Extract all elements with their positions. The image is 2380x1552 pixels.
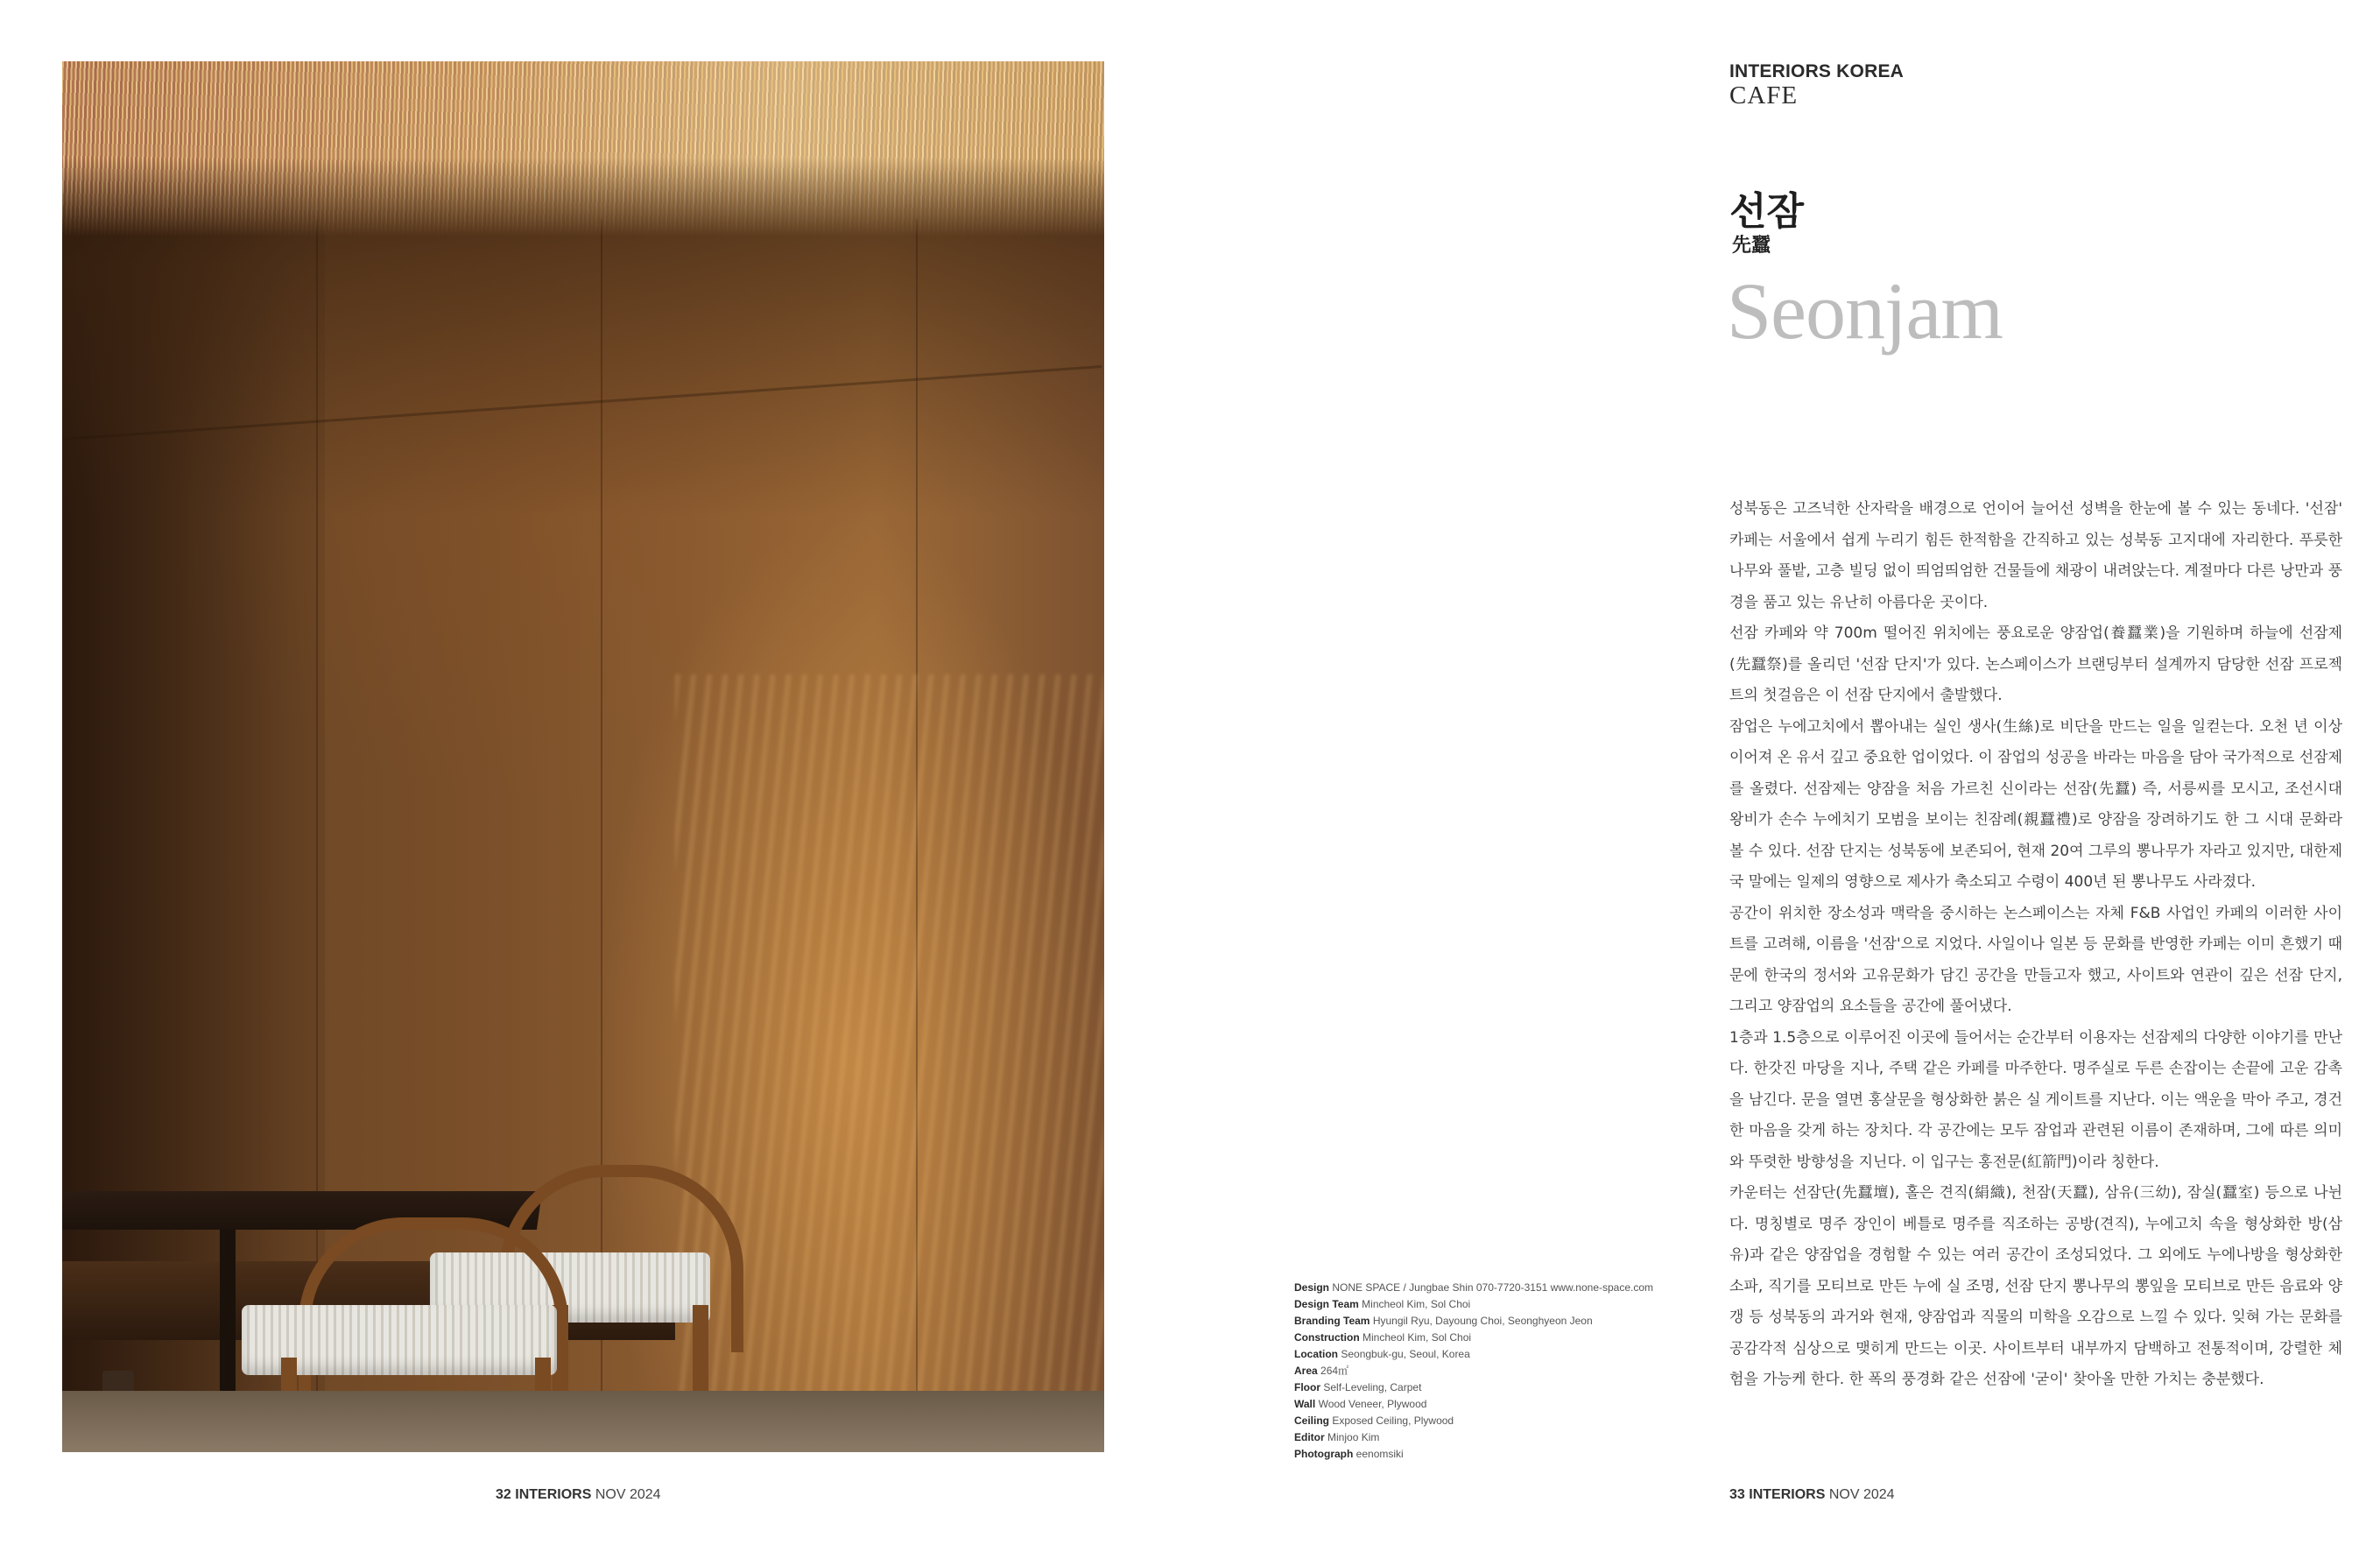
credit-label: Wall bbox=[1294, 1398, 1316, 1410]
credit-label: Location bbox=[1294, 1348, 1338, 1360]
section-category: CAFE bbox=[1729, 81, 1799, 109]
credit-label: Design bbox=[1294, 1281, 1330, 1294]
page-footer-left bbox=[496, 1487, 661, 1503]
cafe-interior-photo bbox=[62, 61, 1104, 1452]
credit-value: Wood Veneer, Plywood bbox=[1318, 1398, 1427, 1410]
credit-photograph bbox=[1294, 1446, 1688, 1463]
credit-value: Mincheol Kim, Sol Choi bbox=[1362, 1298, 1471, 1310]
credit-area bbox=[1294, 1363, 1688, 1379]
credit-construction bbox=[1294, 1330, 1688, 1346]
body-paragraph: 잠업은 누에고치에서 뽑아내는 실인 생사(生絲)로 비단을 만드는 일을 일컫는다. 오천 년 이상 이어져 온 유서 깊고 중요한 업이었다. 이 잠업의 성공을 바라는 마음을 담아 국가적으로 선잠제를 올렸다. 선잠제는 양잠을 처음 가르친 신이라는 선잠(先蠶) 즉, 서릉씨를 모시고, 조선시대 왕비가 손수 누에치기 모범을 보이는 친잠례(親蠶禮)로 양잠을 장려하기도 한 그 시대 문화라 볼 수 있다. 선잠 단지는 성북동에 보존되어, 현재 20여 그루의 뽕나무가 자라고 있지만, 대한제국 말에는 일제의 영향으로 제사가 축소되고 수령이 400년 된 뽕나무도 사라졌다. bbox=[1729, 717, 2342, 891]
credit-value: Self-Leveling, Carpet bbox=[1323, 1381, 1422, 1393]
credit-branding-team bbox=[1294, 1313, 1688, 1330]
credit-value: 264㎡ bbox=[1320, 1365, 1349, 1377]
credit-floor bbox=[1294, 1379, 1688, 1396]
credit-label: Photograph bbox=[1294, 1448, 1354, 1460]
footer-magazine: INTERIORS bbox=[1749, 1487, 1826, 1502]
body-paragraph: 선잠 카페와 약 700m 떨어진 위치에는 풍요로운 양잠업(養蠶業)을 기원하며 하늘에 선잠제(先蠶祭)를 올리던 '선잠 단지'가 있다. 논스페이스가 브랜딩부터 설계까지 담당한 선잠 프로젝트의 첫걸음은 이 선잠 단지에서 출발했다. bbox=[1729, 624, 2342, 704]
body-paragraph: 1층과 1.5층으로 이루어진 이곳에 들어서는 순간부터 이용자는 선잠제의 다양한 이야기를 만난다. 한갓진 마당을 지나, 주택 같은 카페를 마주한다. 명주실로 두른 손잡이는 손끝에 고운 감촉을 남긴다. 문을 열면 홍살문을 형상화한 붉은 실 게이트를 지난다. 이는 액운을 막아 주고, 경건한 마음을 갖게 하는 장치다. 각 공간에는 모두 잠업과 관련된 이름이 존재하며, 그에 따른 의미와 뚜렷한 방향성을 지닌다. 이 입구는 홍전문(紅箭門)이라 칭한다. bbox=[1729, 1028, 2342, 1171]
body-paragraph: 성북동은 고즈넉한 산자락을 배경으로 언이어 늘어선 성벽을 한눈에 볼 수 있는 동네다. '선잠' 카페는 서울에서 쉽게 누리기 힘든 한적함을 간직하고 있는 성북동 고지대에 자리한다. 푸릇한 나무와 풀밭, 고층 빌딩 없이 띄엄띄엄한 건물들에 채광이 내려앉는다. 계절마다 다른 낭만과 풍경을 품고 있는 유난히 아름다운 곳이다. bbox=[1729, 500, 2342, 611]
credit-ceiling bbox=[1294, 1413, 1688, 1429]
silk-thread-ceiling-installation bbox=[62, 61, 1104, 236]
credit-label: Area bbox=[1294, 1365, 1318, 1377]
footer-magazine: INTERIORS bbox=[515, 1487, 592, 1502]
credit-design bbox=[1294, 1280, 1688, 1296]
credit-editor bbox=[1294, 1429, 1688, 1446]
credit-wall bbox=[1294, 1396, 1688, 1413]
body-paragraph: 카운터는 선잠단(先蠶壇), 홀은 견직(絹織), 천잠(天蠶), 삼유(三幼), 잠실(蠶室) 등으로 나뉜다. 명칭별로 명주 장인이 베틀로 명주를 직조하는 공방(견직), 누에고치 속을 형상화한 방(삼유)과 같은 양잠업을 경험할 수 있는 여러 공간이 조성되었다. 그 외에도 누에나방을 형상화한 소파, 직기를 모티브로 만든 누에 실 조명, 선잠 단지 뽕나무의 뽕잎을 모티브로 만든 음료와 양갱 등 성북동의 과거와 현재, 양잠업과 직물의 미학을 오감으로 느낄 수 있다. 잊혀 가는 문화를 공감각적 심상으로 맺히게 만드는 이곳. 사이트부터 내부까지 담백하고 전통적이며, 강렬한 체험을 가능케 한다. 한 폭의 풍경화 같은 선잠에 '굳이' 찾아올 만한 가치는 충분했다. bbox=[1729, 1184, 2342, 1388]
credit-value: Mincheol Kim, Sol Choi bbox=[1363, 1331, 1472, 1344]
page-footer-right bbox=[1729, 1487, 1895, 1503]
credit-label: Editor bbox=[1294, 1431, 1325, 1443]
footer-issue: NOV 2024 bbox=[595, 1487, 661, 1502]
body-paragraph: 공간이 위치한 장소성과 맥락을 중시하는 논스페이스는 자체 F&B 사업인 카페의 이러한 사이트를 고려해, 이름을 '선잠'으로 지었다. 사일이나 일본 등 문화를 반영한 카페는 이미 흔했기 때문에 한국의 정서와 고유문화가 담긴 공간을 만들고자 했고, 사이트와 연관이 깊은 선잠 단지, 그리고 양잠업의 요소들을 공간에 풀어냈다. bbox=[1729, 904, 2342, 1015]
credit-design-team bbox=[1294, 1296, 1688, 1313]
page-number: 33 bbox=[1729, 1487, 1745, 1502]
section-magazine-label: INTERIORS KOREA bbox=[1729, 61, 1905, 81]
credit-label: Design Team bbox=[1294, 1298, 1359, 1310]
article-title-hanja: 先蠶 bbox=[1732, 235, 1771, 257]
credit-label: Floor bbox=[1294, 1381, 1320, 1393]
credit-value: eenomsiki bbox=[1355, 1448, 1404, 1460]
credit-location bbox=[1294, 1346, 1688, 1363]
credit-label: Ceiling bbox=[1294, 1414, 1330, 1427]
floor bbox=[62, 1391, 1104, 1452]
credit-value: Hyungil Ryu, Dayoung Choi, Seonghyeon Jeon bbox=[1372, 1315, 1593, 1327]
article-title-korean: 선잠 bbox=[1729, 189, 1805, 234]
credit-value: Exposed Ceiling, Plywood bbox=[1332, 1414, 1454, 1427]
page-number: 32 bbox=[496, 1487, 511, 1502]
credit-label: Construction bbox=[1294, 1331, 1360, 1344]
project-credits bbox=[1294, 1280, 1688, 1463]
article-title-english: Seonjam bbox=[1727, 266, 2003, 356]
credit-label: Branding Team bbox=[1294, 1315, 1370, 1327]
credit-value: Minjoo Kim bbox=[1327, 1431, 1380, 1443]
article-body bbox=[1729, 494, 2342, 1396]
footer-issue: NOV 2024 bbox=[1828, 1487, 1895, 1502]
credit-value: NONE SPACE / Jungbae Shin 070-7720-3151 www.none-space.com bbox=[1332, 1281, 1654, 1294]
credit-value: Seongbuk-gu, Seoul, Korea bbox=[1341, 1348, 1470, 1360]
